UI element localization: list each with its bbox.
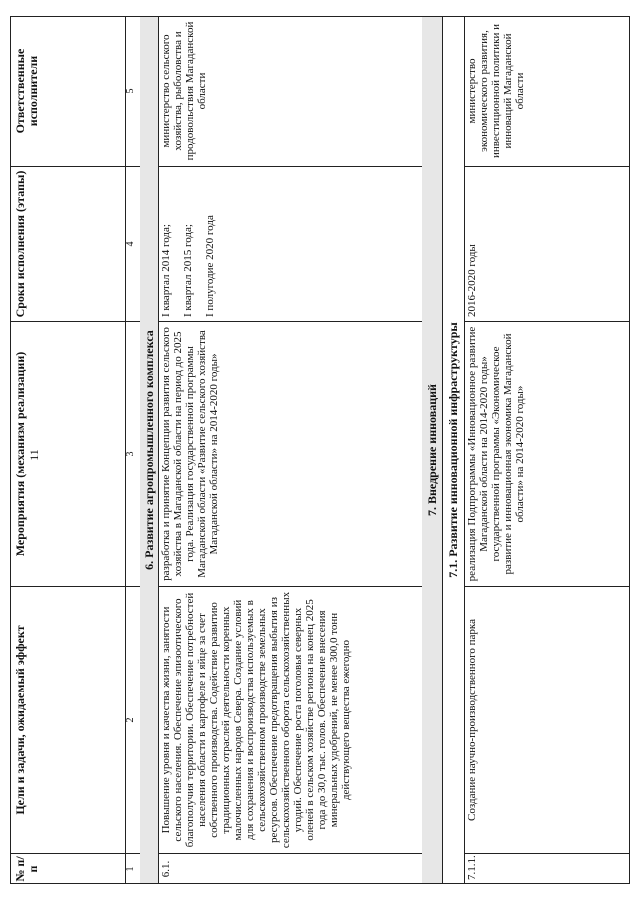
row-6-1-goals: Повышение уровня и качества жизни, занятости сельского населения. Обеспечение эпизоотического благополучия территории. Обеспечение потребностей населения области в картофеле и яйце за счет собственного производства. Содействие развитию традиционных отраслей деятельности коренных малочисленных народов Севера. Создание условий для сохранения и воспроизводства используемых в сельскохозяйственном производстве земельных ресурсов. Обеспечение предотвращения выбытия из сельскохозяйственного оборота сельскохозяйственных угодий. Обеспечение роста поголовья северных оленей в сельском хозяйстве региона на конец 2025 года до 30,0 тыс. голов. Обеспечение внесения минеральных удобрений, не менее 300,0 тонн действующего вещества ежегодно [158,586,422,853]
row-6-1-term-2: I квартал 2015 года; [182,224,194,317]
row-6-1-measures: разработка и принятие Концепции развития сельского хозяйства в Магаданской области на период до 2025 года. Реализация государственной программы Магаданской области «Развитие сельского хозяйства Магаданской области» на 2014-2020 годы» [158,321,422,586]
rotated-table [10,16,630,884]
section-6-heading [140,16,158,884]
header-col-goals: Цели и задачи, ожидаемый эффект [10,586,125,853]
row-6-1-responsible: министерство сельского хозяйства, рыболовства и продовольствия Магаданской области [160,21,208,161]
col-number-5: 5 [125,88,136,94]
table-row-6-1 [158,16,422,884]
col-number-1: 1 [125,853,140,884]
section-7-1-title: 7.1. Развитие инновационной инфраструктуры [446,322,460,578]
header-col-measures: Мероприятия (механизм реализации) [10,321,125,586]
section-6-title: 6. Развитие агропромышленного комплекса [142,330,156,570]
row-6-1-term-1: I квартал 2014 года; [160,224,172,317]
header-row [10,16,125,884]
row-6-1-term-3: I полугодие 2020 года [204,215,216,317]
col-number-4: 4 [125,166,140,321]
column-numbers-row [125,16,140,884]
header-col-number: № п/п [10,853,125,884]
section-7-title: 7. Внедрение инноваций [425,384,439,516]
row-6-1-terms [158,166,422,321]
row-7-1-1-goals: Создание научно-производственного парка [464,586,630,853]
header-col-responsible: Ответственные исполнители [13,48,40,134]
page-number: 11 [27,449,41,461]
row-7-1-1-responsible: министерство экономического развития, инвестиционной политики и инноваций Магаданской области [466,24,526,158]
row-7-1-1-terms: 2016-2020 годы [464,166,630,321]
table-row-7-1-1 [464,16,630,884]
col-number-2: 2 [125,586,140,853]
col-number-3: 3 [125,321,140,586]
section-7-1-heading [442,16,464,884]
row-7-1-1-measures: реализация Подпрограммы «Инновационное развитие Магаданской области на 2014-2020 годы» государственной программы «Экономическое развитие и инновационная экономика Магаданской области» на 2014-2020 годы» [464,321,630,586]
header-col-terms: Сроки исполнения (этапы) [10,166,125,321]
row-7-1-1-number: 7.1.1. [464,853,630,884]
row-6-1-number: 6.1. [158,853,422,884]
section-7-heading [422,16,442,884]
